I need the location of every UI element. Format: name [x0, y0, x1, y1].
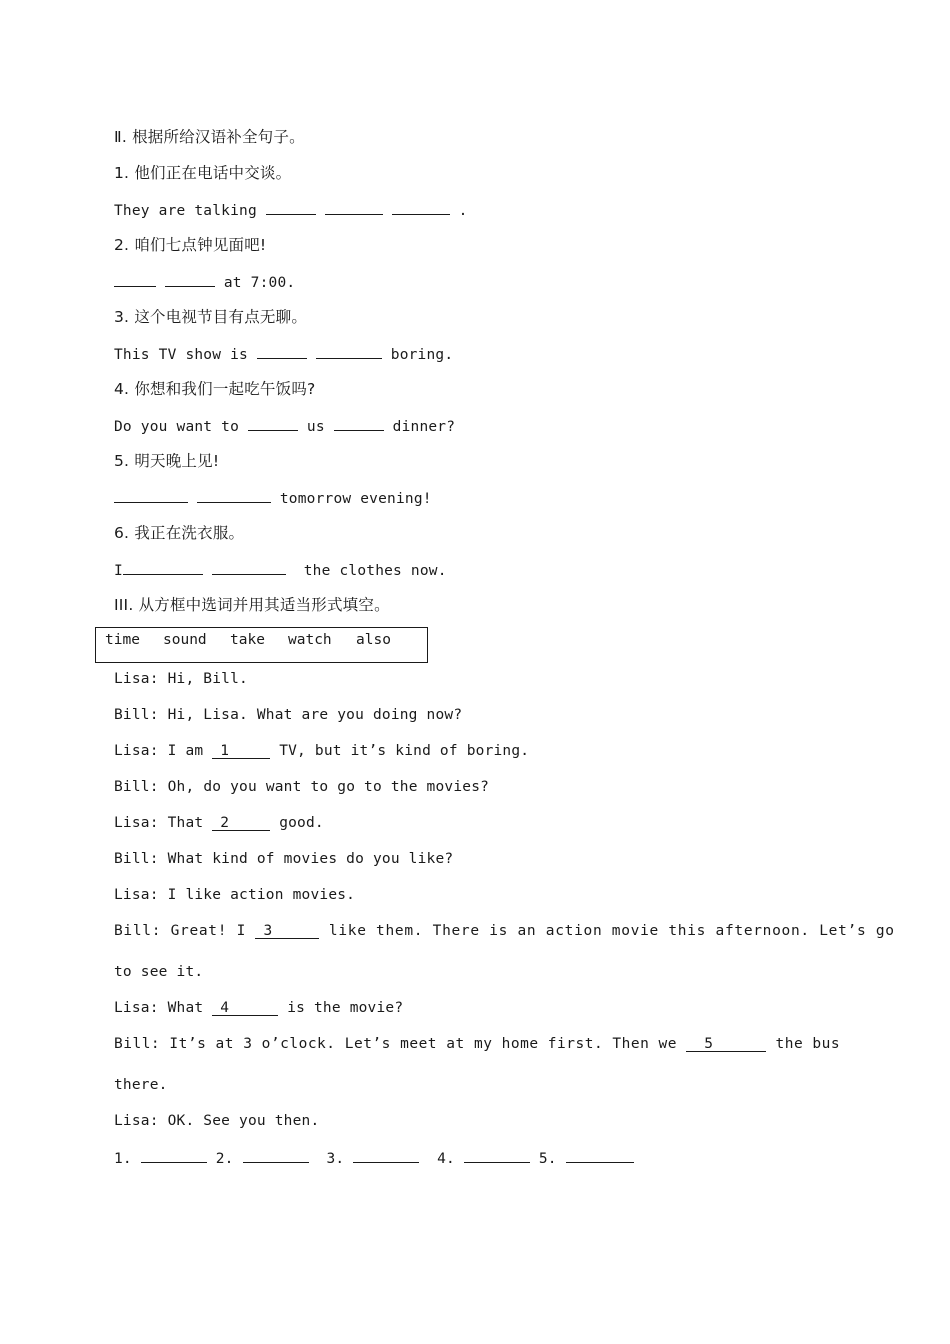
- dialogue-line: Lisa: OK. See you then.: [114, 1113, 320, 1129]
- answer-blank-3[interactable]: [353, 1147, 419, 1163]
- item-5-english: tomorrow evening!: [114, 487, 432, 509]
- item-1-chinese: 1. 他们正在电话中交谈。: [114, 164, 292, 182]
- numbered-blank-5[interactable]: 5: [686, 1034, 766, 1052]
- blank[interactable]: [197, 487, 271, 503]
- blank[interactable]: [123, 559, 203, 575]
- blank[interactable]: [114, 487, 188, 503]
- item-2-english: at 7:00.: [114, 271, 295, 293]
- word-option: take: [230, 632, 265, 648]
- word-option: time: [105, 632, 140, 648]
- blank[interactable]: [392, 199, 450, 215]
- blank[interactable]: [248, 415, 298, 431]
- dialogue-line: Bill: It’s at 3 o’clock. Let’s meet at my home first. Then we 5 the bus: [114, 1036, 841, 1052]
- item-3-chinese: 3. 这个电视节目有点无聊。: [114, 308, 308, 326]
- dialogue-line: Bill: What kind of movies do you like?: [114, 851, 454, 867]
- blank[interactable]: [334, 415, 384, 431]
- answer-row: 1. 2. 3. 4. 5.: [114, 1147, 634, 1169]
- dialogue-line: Lisa: What 4 is the movie?: [114, 1000, 404, 1016]
- blank[interactable]: [257, 343, 307, 359]
- item-1-english: They are talking .: [114, 199, 468, 221]
- section-2-heading: Ⅱ. 根据所给汉语补全句子。: [114, 128, 305, 146]
- word-option: watch: [288, 632, 332, 648]
- blank[interactable]: [325, 199, 383, 215]
- answer-blank-2[interactable]: [243, 1147, 309, 1163]
- answer-blank-1[interactable]: [141, 1147, 207, 1163]
- word-option: sound: [163, 632, 207, 648]
- numbered-blank-4[interactable]: 4: [212, 998, 278, 1016]
- dialogue-line: Bill: Hi, Lisa. What are you doing now?: [114, 707, 463, 723]
- dialogue-line: there.: [114, 1077, 168, 1093]
- numbered-blank-1[interactable]: 1: [212, 741, 270, 759]
- item-5-chinese: 5. 明天晚上见!: [114, 452, 220, 470]
- item-4-chinese: 4. 你想和我们一起吃午饭吗?: [114, 380, 316, 398]
- dialogue-line: Lisa: I am 1 TV, but it’s kind of boring.: [114, 743, 530, 759]
- word-option: also: [356, 632, 391, 648]
- answer-blank-4[interactable]: [464, 1147, 530, 1163]
- item-3-english: This TV show is boring.: [114, 343, 453, 365]
- dialogue-line: Lisa: That 2 good.: [114, 815, 324, 831]
- dialogue-line: Bill: Great! I 3 like them. There is an action movie this afternoon. Let’s go: [114, 923, 895, 939]
- dialogue-line: Bill: Oh, do you want to go to the movies?: [114, 779, 490, 795]
- blank[interactable]: [266, 199, 316, 215]
- blank[interactable]: [114, 271, 156, 287]
- dialogue-line: Lisa: I like action movies.: [114, 887, 356, 903]
- item-4-english: Do you want to us dinner?: [114, 415, 455, 437]
- blank[interactable]: [212, 559, 286, 575]
- dialogue-line: to see it.: [114, 964, 204, 980]
- item-6-english: I the clothes now.: [114, 559, 447, 581]
- item-2-chinese: 2. 咱们七点钟见面吧!: [114, 236, 267, 254]
- answer-blank-5[interactable]: [566, 1147, 634, 1163]
- dialogue-line: Lisa: Hi, Bill.: [114, 671, 248, 687]
- word-box: [95, 627, 428, 663]
- blank[interactable]: [165, 271, 215, 287]
- numbered-blank-3[interactable]: 3: [255, 921, 319, 939]
- numbered-blank-2[interactable]: 2: [212, 813, 270, 831]
- item-6-chinese: 6. 我正在洗衣服。: [114, 524, 245, 542]
- blank[interactable]: [316, 343, 382, 359]
- section-3-heading: III. 从方框中选词并用其适当形式填空。: [114, 596, 390, 614]
